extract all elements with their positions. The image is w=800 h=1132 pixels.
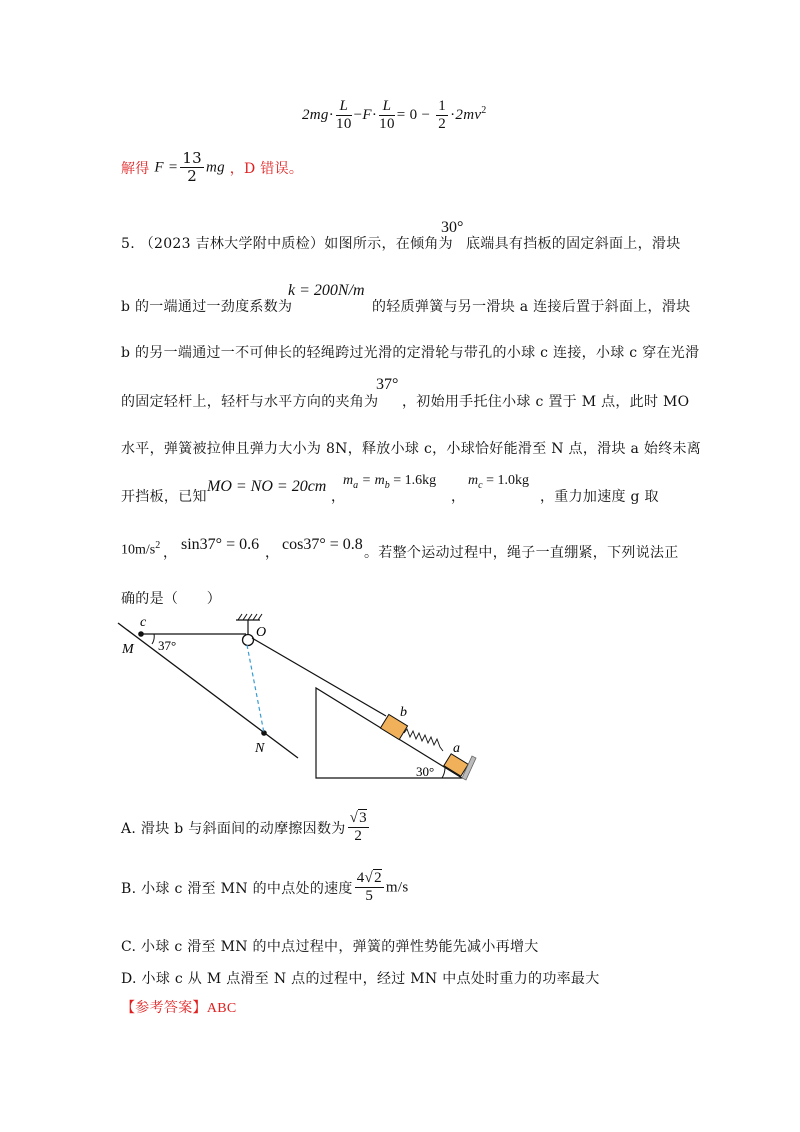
reference-answer <box>121 997 237 1017</box>
option-b: B. 小球 c 滑至 MN 的中点处的速度 $\frac{4√2}{5}$ m/s <box>121 870 409 905</box>
question-line-4: 的固定轻杆上，轻杆与水平方向的夹角为 <box>121 394 379 410</box>
question-line-1b: 底端具有挡板的固定斜面上，滑块 <box>466 236 681 252</box>
question-line-3: b 的另一端通过一不可伸长的轻绳跨过光滑的定滑轮与带孔的小球 c 连接，小球 c 穿在光滑 <box>121 345 700 361</box>
ceiling-hatch <box>238 614 262 620</box>
label-c: c <box>140 615 147 630</box>
label-b: b <box>400 705 407 720</box>
mass-c-expression: $m_c = 1.0kg$ <box>468 473 529 491</box>
question-line-2b: 的轻质弹簧与另一滑块 a 连接后置于斜面上，滑块 <box>372 299 691 315</box>
question-line-6: 开挡板，已知 <box>121 489 207 505</box>
option-b-unit: m/s <box>385 879 409 896</box>
physics-diagram <box>110 610 490 790</box>
answer-label: 【参考答案】 <box>121 1000 207 1016</box>
answer-value: ABC <box>206 1001 237 1016</box>
angle-arc-37 <box>152 634 154 644</box>
eq-term-F: F <box>362 107 372 124</box>
question-line-8: 确的是（ ） <box>121 591 222 607</box>
question-line-6b: ，重力加速度 g 取 <box>540 489 659 505</box>
comma-2: ， <box>451 489 466 505</box>
eq-zero: 0 <box>409 107 418 124</box>
angle-37-inline: 37° <box>376 376 399 393</box>
g-value: $10m/s^2$ <box>121 540 161 558</box>
question-line-2: b 的一端通过一劲度系数为 <box>121 299 293 315</box>
option-a-fraction: $\frac{√3}{2}$ <box>349 810 367 845</box>
f-fraction: $\frac{13}{2}$ <box>182 149 202 186</box>
solution-result <box>121 150 303 186</box>
energy-equation: 2mg· $\frac{L}{10}$ −F· $\frac{L}{10}$ = 0 − $\frac{1}{2}$ $\cdot 2mv^2$ <box>302 98 487 133</box>
label-a: a <box>453 741 460 756</box>
label-N: N <box>255 741 265 756</box>
sin-expression: sin37° = 0.6 <box>181 536 260 553</box>
comma-g: ， <box>163 545 178 561</box>
cos-expression: cos37° = 0.8 <box>282 536 363 553</box>
mass-ab-expression: $m_a = m_b = 1.6kg$ <box>343 473 437 491</box>
mo-expression: MO = NO = 20cm <box>207 478 327 495</box>
eq-frac-2: $\frac{L}{10}$ <box>379 98 395 133</box>
question-line-5: 水平，弹簧被拉伸且弹力大小为 8N，释放小球 c，小球恰好能滑至 N 点，滑块 a 始终未离 <box>121 441 702 457</box>
comma-sin: ， <box>265 545 280 561</box>
pulley <box>243 635 254 646</box>
label-O: O <box>256 625 267 640</box>
label-37: 37° <box>158 638 177 653</box>
question-line-4b: ，初始用手托住小球 c 置于 M 点，此时 MO <box>402 394 690 410</box>
eq-term-2mg: 2mg <box>302 107 329 124</box>
label-30: 30° <box>416 764 435 779</box>
mg-symbol: mg <box>206 159 225 176</box>
question-line-7b: 。若整个运动过程中，绳子一直绷紧，下列说法正 <box>364 545 679 561</box>
conclusion-text: ，D 错误。 <box>229 160 304 177</box>
angle-30-inline: 30° <box>441 219 464 236</box>
eq-frac-half: $\frac{1}{2}$ <box>438 98 447 133</box>
f-symbol: F = <box>154 159 179 176</box>
option-c: C. 小球 c 滑至 MN 的中点过程中，弹簧的弹性势能先减小再增大 <box>121 939 539 955</box>
q1-text-a: 5. （2023 吉林大学附中质检）如图所示，在倾角为 <box>121 236 453 252</box>
point-c <box>138 631 144 637</box>
eq-frac-1: $\frac{L}{10}$ <box>336 98 352 133</box>
option-d: D. 小球 c 从 M 点滑至 N 点的过程中，经过 MN 中点处时重力的功率最大 <box>121 971 600 987</box>
option-b-fraction: $\frac{4√2}{5}$ <box>356 870 382 905</box>
eq-term-2mv: 2mv <box>455 107 482 124</box>
question-line-1 <box>121 233 453 253</box>
k-expression: k = 200N/m <box>288 282 365 299</box>
dashed-on-line <box>247 645 264 733</box>
rod-line <box>118 623 298 758</box>
comma-1: ， <box>331 489 346 505</box>
option-a: A. 滑块 b 与斜面间的动摩擦因数为 $\frac{√3}{2}$ <box>121 810 367 845</box>
label-M: M <box>122 642 134 657</box>
jiede-label: 解得 <box>121 160 150 177</box>
